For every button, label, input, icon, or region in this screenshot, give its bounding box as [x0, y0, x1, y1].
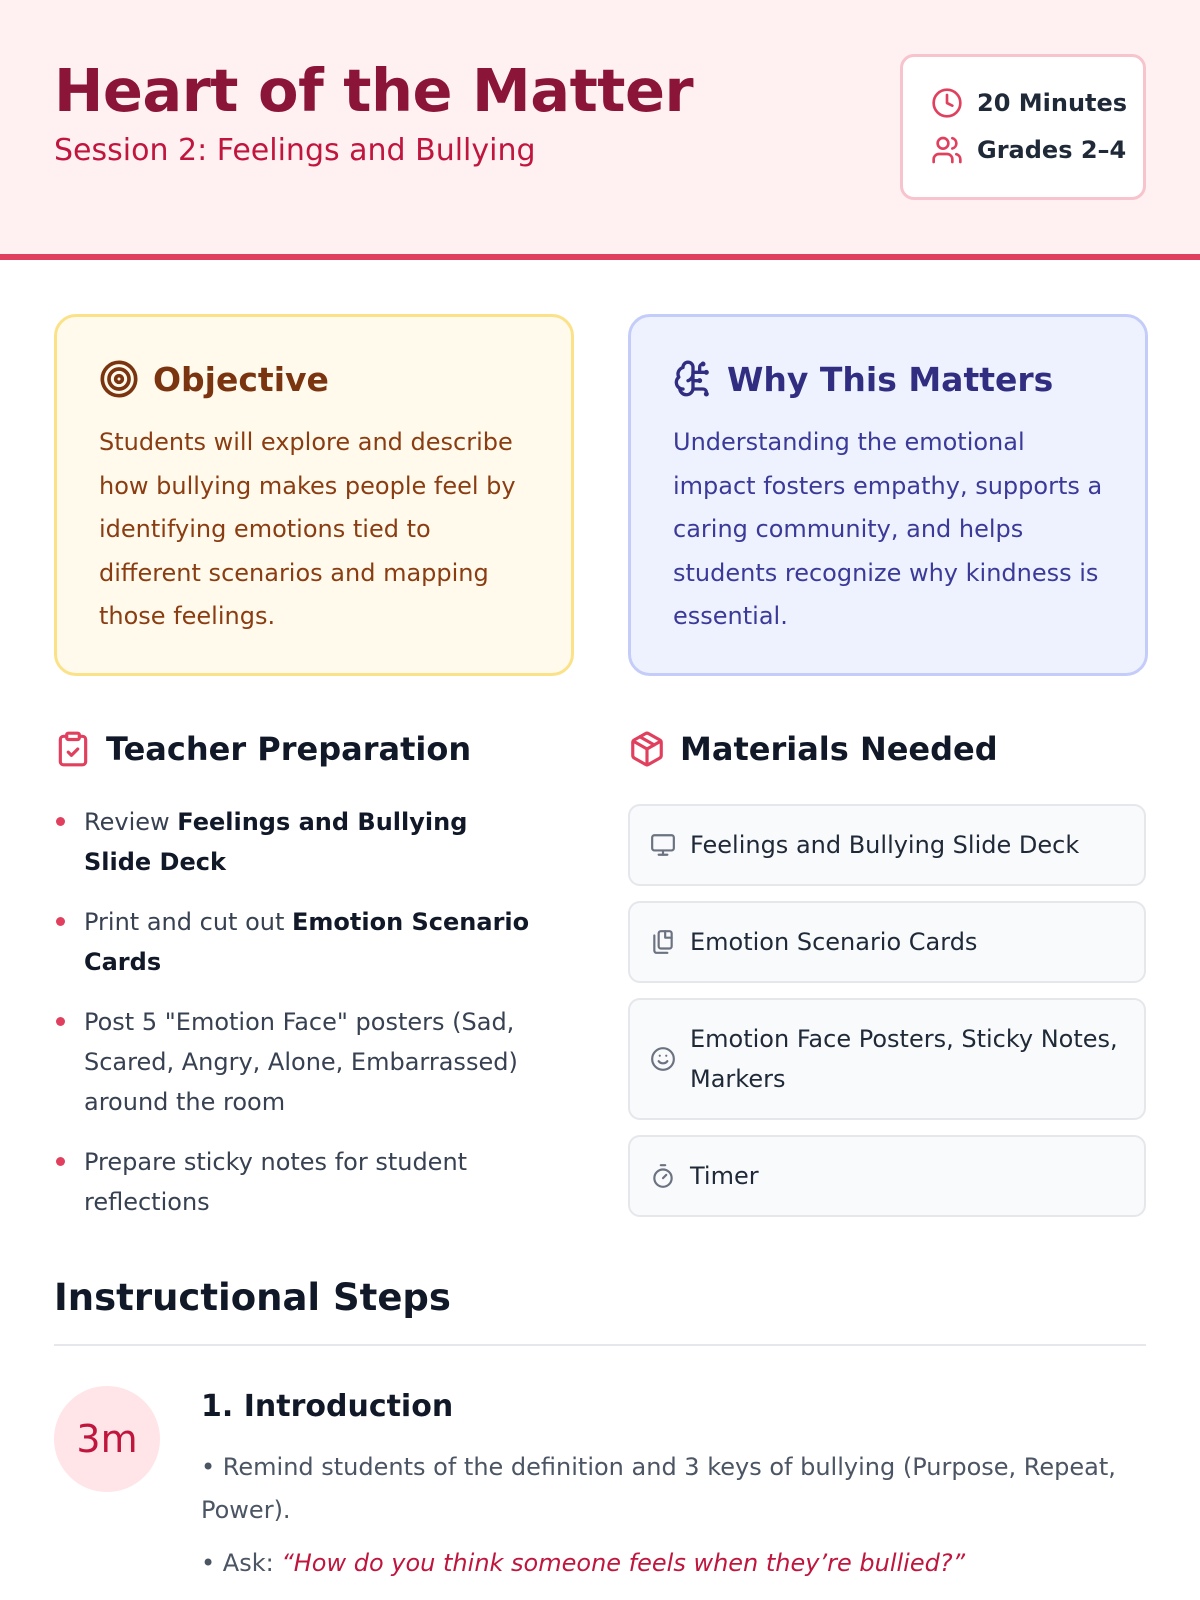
smile-icon	[650, 1046, 676, 1072]
grades-row	[931, 134, 1126, 166]
prep-text: Post 5 "Emotion Face" posters (Sad, Scared, Angry, Alone, Embarrassed) around the room	[84, 1008, 518, 1116]
teacher-prep-list	[54, 802, 534, 1242]
monitor-icon	[650, 832, 676, 858]
session-subtitle: Session 2: Feelings and Bullying	[54, 133, 536, 168]
grades-text: Grades 2–4	[977, 136, 1127, 164]
clock-icon	[931, 87, 963, 119]
why-header	[673, 359, 1053, 399]
material-label: Feelings and Bullying Slide Deck	[690, 831, 1080, 859]
bullet-dot	[56, 1017, 65, 1026]
objective-box	[54, 314, 574, 676]
ask-prefix: • Ask:	[201, 1549, 282, 1577]
users-icon	[931, 134, 963, 166]
material-label: Timer	[690, 1162, 759, 1190]
brain-icon	[673, 359, 713, 399]
copy-icon	[650, 929, 676, 955]
ask-quote: “How do you think someone feels when they’re bullied?”	[281, 1549, 965, 1577]
objective-text: Students will explore and describe how bullying makes people feel by identifying emotions tied to different scenarios and mapping those feelings.	[99, 428, 516, 630]
clipboard-check-icon	[54, 730, 92, 768]
list-item	[54, 902, 534, 982]
instructional-steps-title: Instructional Steps	[54, 1276, 451, 1319]
why-text: Understanding the emotional impact fosters empathy, supports a caring community, and helps students recognize why kindness is essential.	[673, 428, 1103, 630]
prep-text: Print and cut out	[84, 908, 292, 936]
materials-title: Materials Needed	[680, 730, 998, 768]
package-icon	[628, 730, 666, 768]
lesson-meta-card	[900, 54, 1146, 200]
material-label: Emotion Face Posters, Sticky Notes, Markers	[690, 1025, 1118, 1093]
timer-icon	[650, 1163, 676, 1189]
step-time-badge: 3m	[54, 1386, 160, 1492]
materials-header	[628, 730, 998, 768]
target-icon	[99, 359, 139, 399]
material-item	[628, 998, 1146, 1120]
material-item	[628, 1135, 1146, 1217]
prep-text: Prepare sticky notes for student reflections	[84, 1148, 468, 1216]
step-ask	[201, 1542, 1141, 1585]
objective-header	[99, 359, 329, 399]
material-label: Emotion Scenario Cards	[690, 928, 978, 956]
material-item	[628, 804, 1146, 886]
material-item	[628, 901, 1146, 983]
prep-bold-text: Feelings and Bullying Slide Deck	[84, 808, 468, 876]
lesson-title: Heart of the Matter	[54, 56, 694, 125]
bullet-dot	[56, 817, 65, 826]
objective-title: Objective	[153, 359, 329, 399]
bullet-dot	[56, 1157, 65, 1166]
step-instruction: • Remind students of the definition and 3 keys of bullying (Purpose, Repeat, Power).	[201, 1453, 1116, 1524]
step-title: 1. Introduction	[201, 1389, 454, 1424]
teacher-prep-header	[54, 730, 471, 768]
prep-text: Review	[84, 808, 178, 836]
lesson-header	[0, 0, 1200, 260]
teacher-prep-title: Teacher Preparation	[106, 730, 472, 768]
why-box	[628, 314, 1148, 676]
list-item	[54, 802, 534, 882]
duration-row	[931, 87, 1127, 119]
prep-bold-text: Emotion Scenario Cards	[84, 908, 530, 976]
list-item	[54, 1142, 534, 1222]
duration-text: 20 Minutes	[977, 89, 1128, 117]
bullet-dot	[56, 917, 65, 926]
why-title: Why This Matters	[727, 359, 1054, 399]
section-divider	[54, 1344, 1146, 1346]
list-item	[54, 1002, 534, 1122]
